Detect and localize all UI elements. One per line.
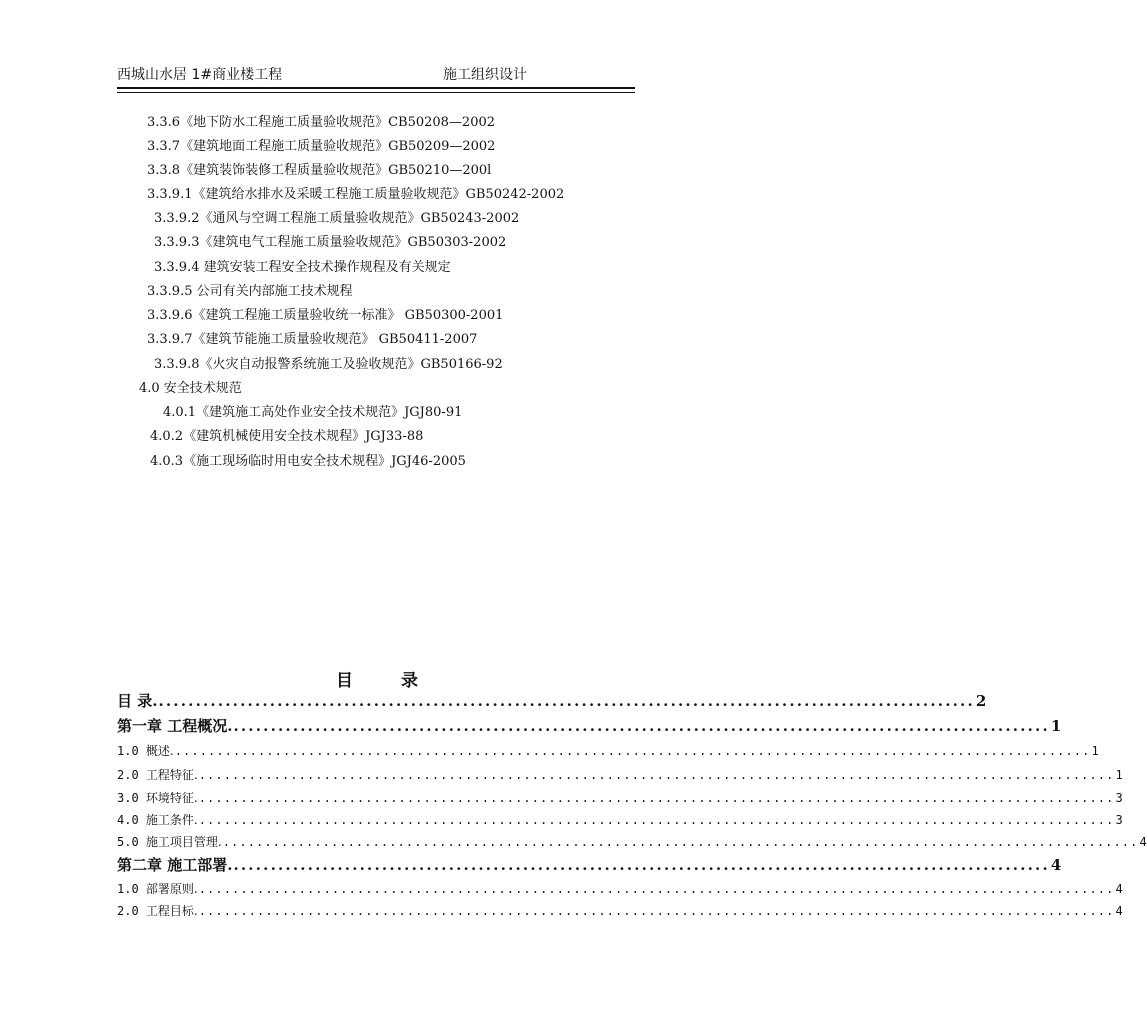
toc-leader: .............................................................................................................. (174, 744, 1091, 758)
toc-entry-label: 环境特征. (145, 791, 198, 805)
toc-entry[interactable] (117, 742, 1099, 762)
toc-page-number: 3 (1115, 813, 1123, 827)
toc-entry[interactable] (117, 854, 1062, 876)
toc-leader: .............................................................................................................. (198, 791, 1115, 805)
toc-entry-number: 4.0 (117, 813, 146, 827)
toc-entry-number: 1.0 (117, 882, 146, 896)
standard-item: 3.3.7《建筑地面工程施工质量验收规范》GB50209—2002 (147, 139, 496, 154)
toc-entry-number: 2.0 (117, 768, 146, 782)
toc-entry-label: 部署原则. (145, 882, 198, 896)
toc-page-number: 3 (1115, 791, 1123, 805)
header-rule-thick (117, 87, 635, 89)
toc-entry-number: 5.0 (117, 835, 146, 849)
standard-item: 3.3.9.4 建筑安装工程安全技术操作规程及有关规定 (154, 260, 451, 275)
toc-page-number: 4 (1115, 882, 1123, 896)
standard-item: 3.3.9.2《通风与空调工程施工质量验收规范》GB50243-2002 (154, 211, 520, 226)
toc-leader: .............................................................................................................. (198, 813, 1115, 827)
standard-item: 3.3.9.3《建筑电气工程施工质量验收规范》GB50303-2002 (154, 235, 507, 250)
toc-leader: .............................................................................................................. (233, 856, 1050, 874)
standard-item: 4.0.1《建筑施工高处作业安全技术规范》JGJ80-91 (163, 405, 463, 420)
header-document-title: 施工组织设计 (443, 67, 527, 83)
page-header (117, 60, 635, 88)
header-project-title: 西城山水居 1#商业楼工程 (117, 67, 283, 83)
toc-leader: .............................................................................................................. (198, 882, 1115, 896)
standard-item: 4.0.2《建筑机械使用安全技术规程》JGJ33-88 (150, 429, 424, 444)
toc-title-char: 目 (336, 671, 353, 691)
standard-item: 3.3.9.1《建筑给水排水及采暖工程施工质量验收规范》GB50242-2002 (147, 187, 565, 202)
toc-page-number: 2 (975, 692, 987, 710)
section-heading: 4.0 安全技术规范 (139, 381, 242, 396)
toc-page-number: 1 (1091, 744, 1099, 758)
toc-entry-label: 工程特征. (145, 768, 198, 782)
toc-page-number: 4 (1115, 904, 1123, 918)
standard-item: 4.0.3《施工现场临时用电安全技术规程》JGJ46-2005 (150, 454, 466, 469)
toc-entry-label: 第一章 工程概况. (117, 717, 233, 735)
standard-item: 3.3.9.8《火灾自动报警系统施工及验收规范》GB50166-92 (154, 357, 503, 372)
toc-page-number: 4 (1139, 835, 1147, 849)
toc-leader: .............................................................................................................. (233, 717, 1050, 735)
toc-leader: .............................................................................................................. (198, 904, 1115, 918)
standard-item: 3.3.6《地下防水工程施工质量验收规范》CB50208—2002 (147, 115, 496, 130)
toc-entry[interactable] (117, 902, 1123, 922)
toc-entry[interactable] (117, 690, 987, 712)
standard-item: 3.3.9.6《建筑工程施工质量验收统一标准》 GB50300-2001 (147, 308, 504, 323)
toc-entry-label: 施工条件. (145, 813, 198, 827)
toc-entry-label: 第二章 施工部署. (117, 856, 233, 874)
toc-page-number: 1 (1050, 717, 1062, 735)
toc-leader: .............................................................................................................. (222, 835, 1139, 849)
toc-entry-number: 2.0 (117, 904, 146, 918)
toc-entry-label: 施工项目管理. (145, 835, 222, 849)
toc-entry[interactable] (117, 880, 1123, 900)
standard-item: 3.3.8《建筑装饰装修工程质量验收规范》GB50210—200l (147, 163, 492, 178)
toc-entry-number: 3.0 (117, 791, 146, 805)
toc-entry-number: 1.0 (117, 744, 146, 758)
toc-entry[interactable] (117, 811, 1123, 831)
toc-entry-label: 工程目标. (145, 904, 198, 918)
toc-entry-label: 目 录. (117, 692, 158, 710)
toc-leader: .............................................................................................................. (158, 692, 975, 710)
toc-entry[interactable] (117, 833, 1147, 853)
toc-title-char: 录 (401, 671, 418, 691)
toc-title (336, 666, 418, 691)
toc-page-number: 4 (1050, 856, 1062, 874)
standard-item: 3.3.9.7《建筑节能施工质量验收规范》 GB50411-2007 (147, 332, 478, 347)
standard-item: 3.3.9.5 公司有关内部施工技术规程 (147, 284, 353, 299)
toc-entry[interactable] (117, 766, 1123, 786)
toc-page-number: 1 (1115, 768, 1123, 782)
header-rule-thin (117, 92, 635, 93)
toc-leader: .............................................................................................................. (198, 768, 1115, 782)
toc-entry-label: 概述. (145, 744, 174, 758)
toc-entry[interactable] (117, 789, 1123, 809)
toc-entry[interactable] (117, 715, 1062, 737)
